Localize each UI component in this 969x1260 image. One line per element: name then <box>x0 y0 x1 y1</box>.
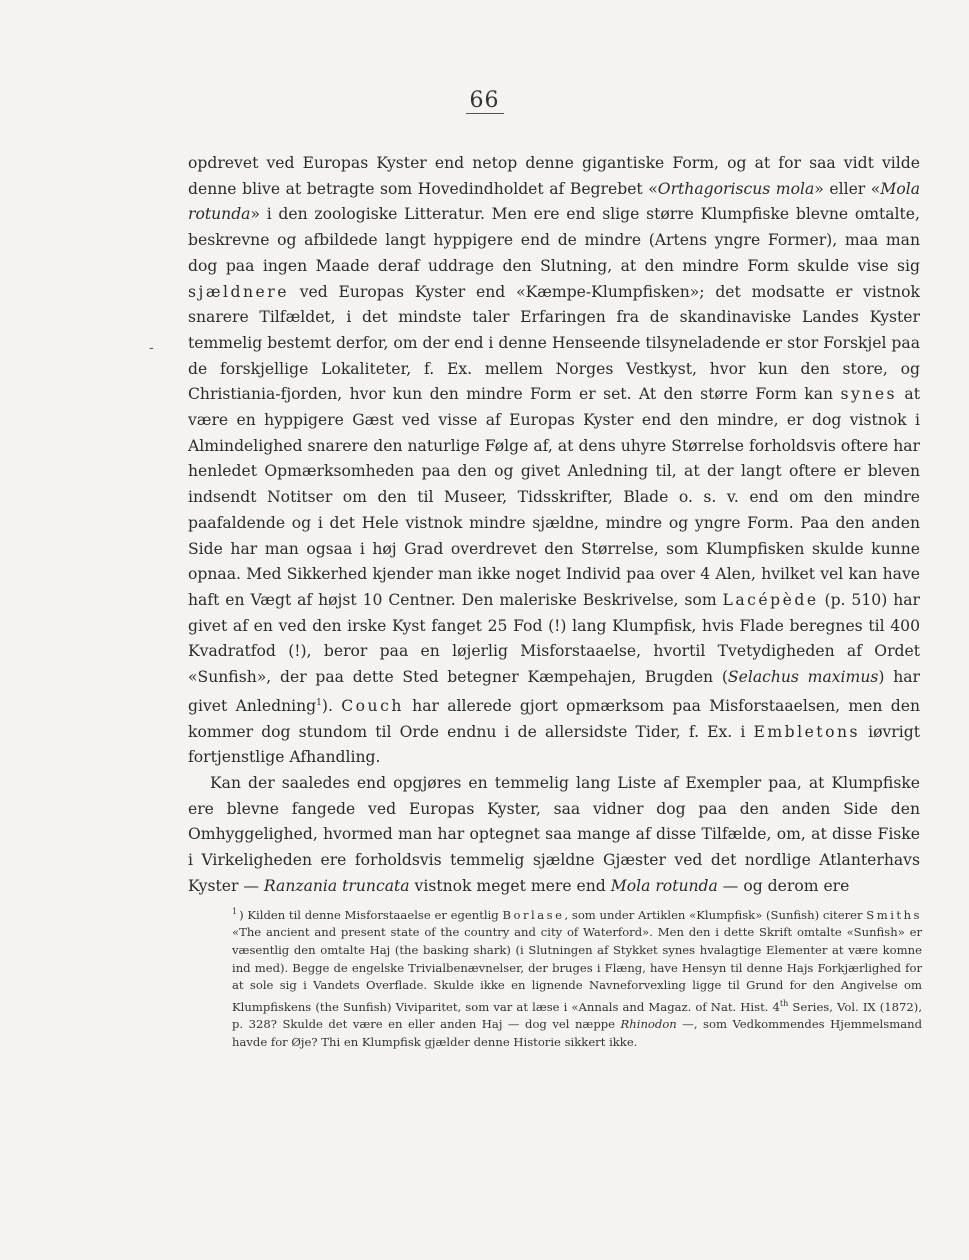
margin-mark: - <box>149 340 154 356</box>
footnote: $^1$ ) Kilden til denne Misforstaaelse er egentlig Borlase, som under Artiklen «Klumpfisk» (Sunfish) citerer Smiths «The ancient and present state of the country and city of Waterford». Men den i dette Skrift omtalte «Sunfish» er væsentlig den omtalte Haj (the basking shark) (i Slutningen af Stykket synes hvalagtige Elementer at være komne ind med). Begge de engelske Trivialbenævnelser, der bruges i Flæng, have Hensyn til denne Hajs Forkjærlighed for at sole sig i Vandets Overflade. Skulde ikke en lignende Navneforvexling ligge til Grund for den Angivelse om Klumpfiskens (the Sunfish) Viviparitet, som var at læse i «Annals and Magaz. of Nat. Hist. 4th Series, Vol. IX (1872), p. 328? Skulde det være en eller anden Haj — dog vel næppe Rhinodon —, som Vedkommendes Hjemmelsmand havde for Øje? Thi en Klumpfisk gjælder denne Historie sikkert ikke. <box>232 907 922 1049</box>
page-number: 66 <box>0 88 969 113</box>
footnote-ref: 1 <box>316 697 322 708</box>
paragraph-1: opdrevet ved Europas Kyster end netop denne gigantiske Form, og at for saa vidt vilde denne blive at betragte som Hovedindholdet af Begrebet «Orthagoriscus mola» eller «Mola rotunda» i den zoologiske Litteratur. Men ere end slige større Klumpfiske blevne omtalte, beskrevne og afbildede langt hyppigere end de mindre (Artens yngre Former), maa man dog paa ingen Maade deraf uddrage den Slutning, at den mindre Form skulde vise sig sjældnere ved Europas Kyster end «Kæmpe-Klumpfisken»; det modsatte er vistnok snarere Tilfældet, i det mindste taler Erfaringen fra de skandinaviske Landes Kyster temmelig bestemt derfor, om der end i denne Henseende tilsyneladende er stor Forskjel paa de forskjellige Lokaliteter, f. Ex. mellem Norges Vestkyst, hvor kun den store, og Christiania-fjorden, hvor kun den mindre Form er set. At den større Form kan synes at være en hyppigere Gæst ved visse af Europas Kyster end den mindre, er dog vistnok i Almindelighed snarere den naturlige Følge af, at dens uhyre Størrelse forholdsvis oftere har henledet Opmærksomheden paa den og givet Anledning til, at der langt oftere er bleven indsendt Notitser om den til Museer, Tidsskrifter, Blade o. s. v. end om den mindre paafaldende og i det Hele vistnok mindre sjældne, mindre og yngre Form. Paa den anden Side har man ogsaa i høj Grad overdrevet den Størrelse, som Klumpfisken skulde kunne opnaa. Med Sikkerhed kjender man ikke noget Individ paa over 4 Alen, hvilket vel kan have haft en Vægt af højst 10 Centner. Den maleriske Beskrivelse, som Lacépède (p. 510) har givet af en ved den irske Kyst fanget 25 Fod (!) lang Klumpfisk, hvis Flade beregnes til 400 Kvadratfod (!), beror paa en løjerlig Misforstaaelse, hvortil Tvetydigheden af Ordet «Sunfish», der paa dette Sted betegner Kæmpehajen, Brugden (Selachus maximus) har givet Anledning$^1$). Couch har allerede gjort opmærksom paa Misforstaaelsen, men den kommer dog stundom til Orde endnu i de allersidste Tider, f. Ex. i Embletons iøvrigt fortjenstlige Afhandling. <box>188 154 921 767</box>
paragraph-2: Kan der saaledes end opgjøres en temmelig lang Liste af Exempler paa, at Klumpfiske ere blevne fangede ved Europas Kyster, saa vidner dog paa den anden Side den Omhyggelighed, hvormed man har optegnet saa mange af disse Tilfælde, om, at disse Fiske i Virkeligheden ere forholdsvis temmelig sjældne Gjæster ved det nordlige Atlanterhavs Kyster — Ranzania truncata vistnok meget mere end Mola rotunda — og derom ere <box>188 774 920 895</box>
body-text <box>188 151 920 900</box>
